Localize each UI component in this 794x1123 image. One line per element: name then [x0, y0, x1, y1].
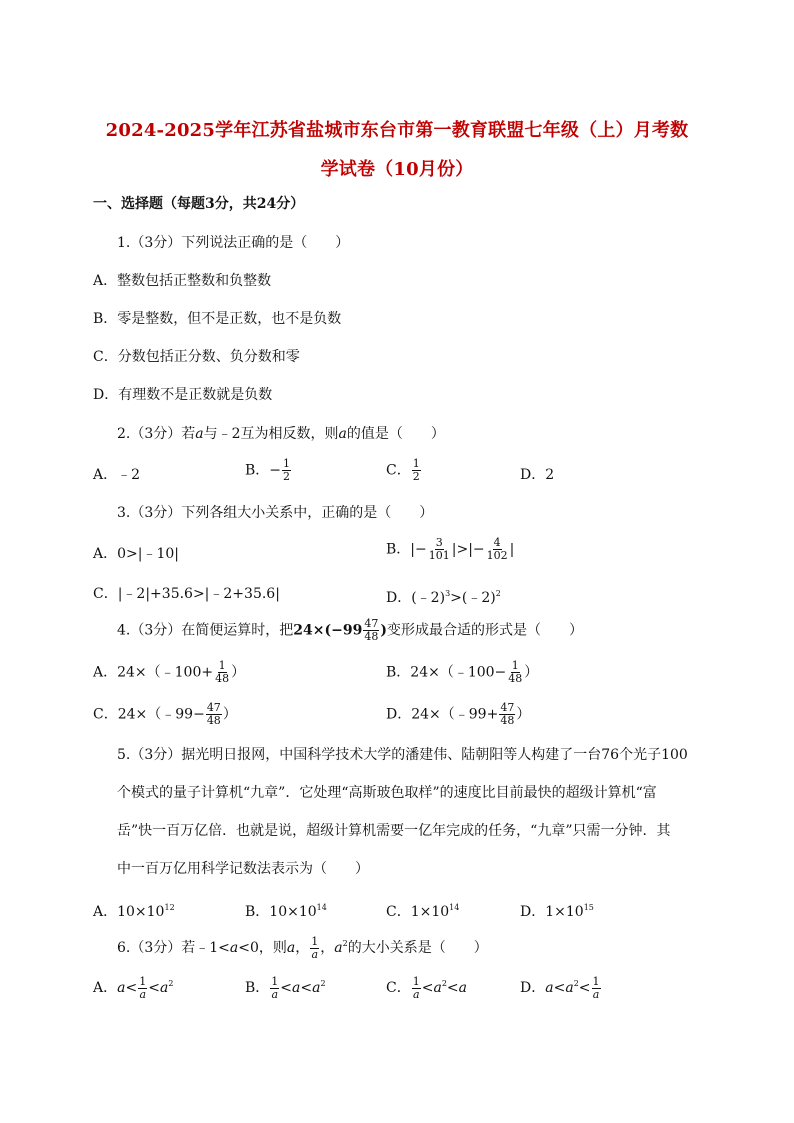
- q5-stem-line4: 中一百万亿用科学记数法表示为（ ）: [117, 861, 369, 877]
- q2-option-d: D．2: [520, 467, 555, 483]
- q5-option-a: A．$10\times 10^{12}$: [93, 903, 175, 920]
- fraction: $\frac{4}{102}$: [486, 536, 508, 562]
- q4-option-b: B．24×（﹣100− $\frac{1}{48}$ ）: [386, 659, 539, 685]
- q3-option-c: C．|﹣2|+35.6>|﹣2+35.6|: [93, 586, 280, 602]
- fraction: $\frac{1}{48}$: [508, 659, 523, 685]
- q5-option-d: D．$1\times 10^{15}$: [520, 903, 594, 920]
- q5-stem-line3: 岳”快一百万亿倍．也就是说，超级计算机需要一亿年完成的任务，“九章”只需一分钟．其: [117, 823, 671, 839]
- fraction: $\frac{1}{a}$: [412, 974, 420, 1001]
- q1-stem: 1.（3分）下列说法正确的是（ ）: [117, 235, 350, 251]
- q6-option-c: C． $\frac{1}{a}$ $<a^2<a$: [386, 974, 467, 1001]
- section-heading: 一、选择题（每题3分，共24分）: [93, 196, 305, 212]
- q4-stem: 4.（3分）在简便运算时，把24×(−99 $\frac{47}{48}$ )变形成最合适的形式是（ ）: [117, 617, 583, 643]
- fraction: $\frac{1}{a}$: [139, 974, 147, 1001]
- q3-option-a: A．0>|﹣10|: [93, 546, 179, 562]
- q6-option-d: D．$a<a^2<$ $\frac{1}{a}$: [520, 974, 600, 1001]
- fraction: $\frac{47}{48}$: [500, 701, 515, 727]
- q3-option-b: B．|− $\frac{3}{101}$ |>|− $\frac{4}{102}$ |: [386, 536, 515, 562]
- q5-option-c: C．$1\times 10^{14}$: [386, 903, 460, 920]
- q2-option-c: C． $\frac{1}{2}$: [386, 457, 420, 483]
- fraction: $\frac{3}{101}$: [428, 536, 450, 562]
- fraction: $\frac{47}{48}$: [206, 701, 221, 727]
- fraction: $\frac{47}{48}$: [364, 617, 379, 643]
- fraction: $\frac{1}{2}$: [283, 457, 291, 483]
- q1-option-c: C．分数包括正分数、负分数和零: [93, 349, 300, 365]
- fraction: $\frac{1}{48}$: [215, 659, 230, 685]
- q1-option-b: B．零是整数，但不是正数，也不是负数: [93, 311, 342, 327]
- q4-option-d: D．24×（﹣99+ $\frac{47}{48}$ ）: [386, 701, 531, 727]
- fraction: $\frac{1}{a}$: [311, 934, 319, 961]
- q1-option-d: D．有理数不是正数就是负数: [93, 387, 273, 403]
- q3-stem: 3.（3分）下列各组大小关系中，正确的是（ ）: [117, 505, 434, 521]
- q5-stem-line1: 5.（3分）据光明日报网，中国科学技术大学的潘建伟、陆朝阳等人构建了一台76个光子100: [117, 747, 688, 763]
- q2-option-a: A．﹣2: [93, 467, 141, 483]
- fraction: $\frac{1}{2}$: [412, 457, 420, 483]
- q4-option-a: A．24×（﹣100+ $\frac{1}{48}$ ）: [93, 659, 246, 685]
- q6-stem: 6.（3分）若﹣1<a<0，则a， $\frac{1}{a}$ ，$a^2$的大小关系是（ ）: [117, 934, 488, 961]
- fraction: $\frac{1}{a}$: [271, 974, 279, 1001]
- q5-stem-line2: 个模式的量子计算机“九章”．它处理“高斯玻色取样”的速度比目前最快的超级计算机“富: [117, 785, 657, 801]
- q6-option-b: B． $\frac{1}{a}$ $<a<a^2$: [245, 974, 326, 1001]
- q2-stem: 2.（3分）若a与﹣2互为相反数，则a的值是（ ）: [117, 426, 445, 442]
- q6-option-a: A．a< $\frac{1}{a}$ $<a^2$: [93, 974, 174, 1001]
- q2-option-b: B．− $\frac{1}{2}$: [245, 457, 291, 483]
- fraction: $\frac{1}{a}$: [592, 974, 600, 1001]
- q3-option-d: D．(﹣2)$^3$>(﹣2)$^2$: [386, 589, 501, 606]
- q1-option-a: A．整数包括正整数和负整数: [93, 273, 272, 289]
- q4-option-c: C．24×（﹣99− $\frac{47}{48}$ ）: [93, 701, 237, 727]
- exam-title-line1: 2024-2025学年江苏省盐城市东台市第一教育联盟七年级（上）月考数: [105, 120, 689, 141]
- exam-title-line2: 学试卷（10月份）: [320, 159, 474, 180]
- q5-option-b: B．$10\times 10^{14}$: [245, 903, 327, 920]
